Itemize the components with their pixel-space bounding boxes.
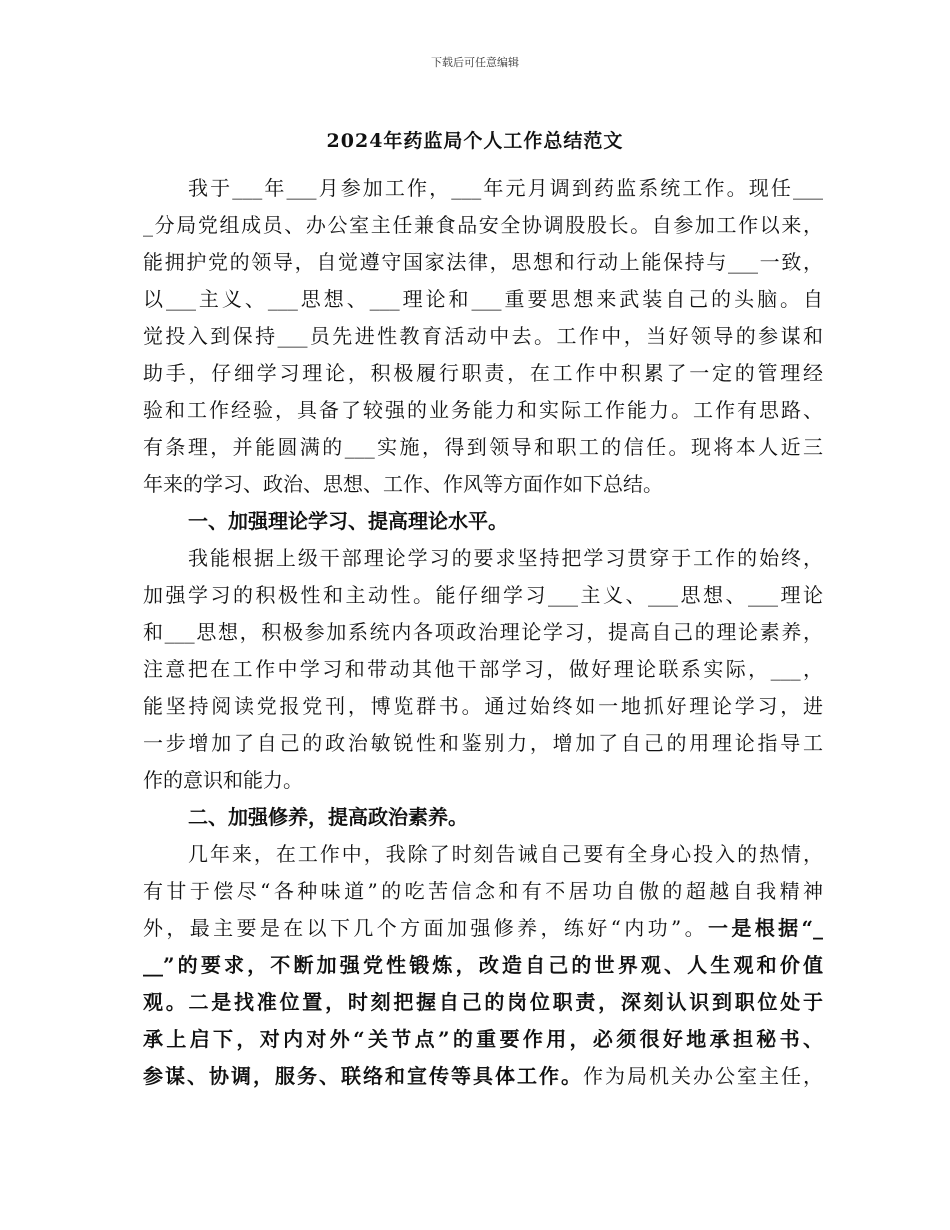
text-line: _分局党组成员、办公室主任兼食品安全协调股股长。自参加工作以来， bbox=[143, 213, 823, 237]
section-heading: 一、加强理论学习、提高理论水平。 bbox=[188, 509, 508, 533]
document-title: 2024年药监局个人工作总结范文 bbox=[326, 130, 624, 152]
section-heading: 二、加强修养，提高政治素养。 bbox=[188, 805, 468, 829]
text-line: 年来的学习、政治、思想、工作、作风等方面作如下总结。 bbox=[143, 472, 663, 496]
text-line: 我于___年___月参加工作，___年元月调到药监系统工作。现任___ bbox=[188, 176, 823, 200]
text-line bbox=[143, 910, 823, 947]
text-segment: 作为局机关办公室主任， bbox=[583, 1064, 823, 1088]
text-line: 我能根据上级干部理论学习的要求坚持把学习贯穿于工作的始终， bbox=[188, 546, 823, 570]
text-line: 能坚持阅读党报党刊，博览群书。通过始终如一地抓好理论学习，进 bbox=[143, 694, 823, 718]
text-line: 加强学习的积极性和主动性。能仔细学习___主义、___思想、___理论 bbox=[143, 583, 823, 607]
text-line: 助手，仔细学习理论，积极履行职责，在工作中积累了一定的管理经 bbox=[143, 361, 823, 385]
text-line: 能拥护党的领导，自觉遵守国家法律，思想和行动上能保持与___一致， bbox=[143, 250, 823, 274]
text-line: 几年来，在工作中，我除了时刻告诫自己要有全身心投入的热情， bbox=[188, 842, 823, 866]
document-body bbox=[143, 170, 823, 1095]
text-line: __”的要求，不断加强党性锻炼，改造自己的世界观、人生观和价值 bbox=[143, 953, 823, 977]
text-line: 有条理，并能圆满的___实施，得到领导和职工的信任。现将本人近三 bbox=[143, 435, 823, 459]
text-segment: 一是根据“_ bbox=[707, 916, 823, 940]
text-line: 作的意识和能力。 bbox=[143, 768, 303, 792]
text-line: 一步增加了自己的政治敏锐性和鉴别力，增加了自己的用理论指导工 bbox=[143, 731, 823, 755]
text-segment: 参谋、协调，服务、联络和宣传等具体工作。 bbox=[143, 1064, 583, 1088]
text-line bbox=[143, 1058, 823, 1095]
text-segment: 外，最主要是在以下几个方面加强修养，练好“内功”。 bbox=[143, 916, 708, 940]
text-line: 有甘于偿尽“各种味道”的吃苦信念和有不居功自傲的超越自我精神 bbox=[143, 879, 823, 903]
text-line: 承上启下，对内对外“关节点”的重要作用，必须很好地承担秘书、 bbox=[143, 1027, 823, 1051]
text-line: 和___思想，积极参加系统内各项政治理论学习，提高自己的理论素养， bbox=[143, 620, 823, 644]
text-line: 以___主义、___思想、___理论和___重要思想来武装自己的头脑。自 bbox=[143, 287, 823, 311]
text-line: 觉投入到保持___员先进性教育活动中去。工作中，当好领导的参谋和 bbox=[143, 324, 823, 348]
text-line: 注意把在工作中学习和带动其他干部学习，做好理论联系实际，___， bbox=[143, 657, 823, 681]
text-line: 观。二是找准位置，时刻把握自己的岗位职责，深刻认识到职位处于 bbox=[143, 990, 823, 1014]
header-note: 下载后可任意编辑 bbox=[431, 56, 519, 69]
text-line: 验和工作经验，具备了较强的业务能力和实际工作能力。工作有思路、 bbox=[143, 398, 823, 422]
